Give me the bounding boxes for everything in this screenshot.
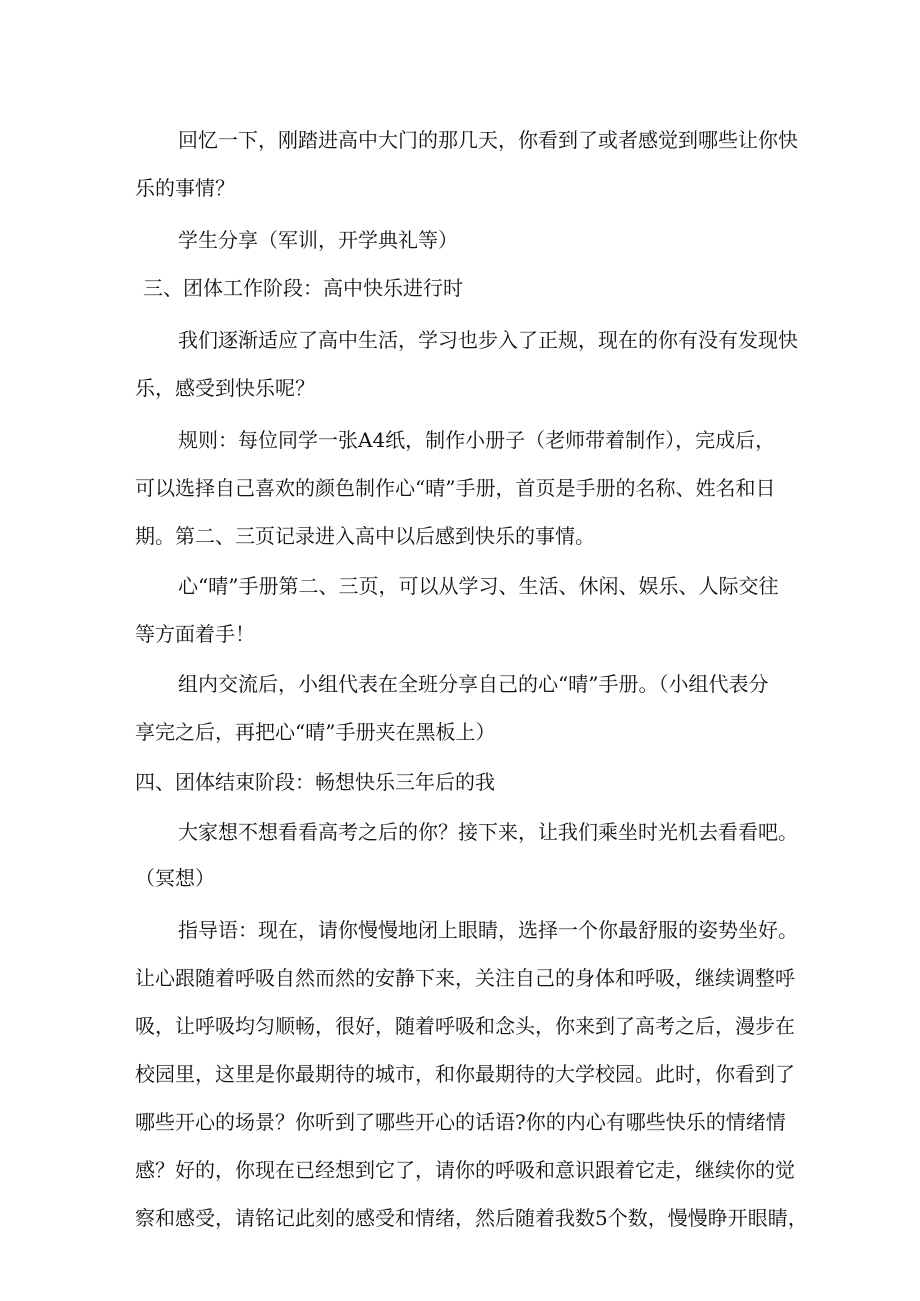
paragraph-line-19: 吸，让呼吸均匀顺畅，很好，随着呼吸和念头，你来到了高考之后，漫步在: [135, 1014, 795, 1038]
paragraph-line-13: 享完之后，再把心“晴”手册夹在黑板上）: [135, 720, 496, 744]
paragraph-line-11: 等方面着手！: [135, 622, 255, 646]
paragraph-line-21: 哪些开心的场景？你听到了哪些开心的话语?你的内心有哪些快乐的情绪情: [135, 1110, 786, 1134]
paragraph-line-17: 指导语：现在，请你慢慢地闭上眼睛，选择一个你最舒服的姿势坐好。: [178, 918, 798, 942]
paragraph-line-8: 可以选择自己喜欢的颜色制作心“晴”手册，首页是手册的名称、姓名和日: [135, 476, 776, 500]
section-heading-4: 四、团体结束阶段：畅想快乐三年后的我: [135, 770, 495, 794]
paragraph-line-18: 让心跟随着呼吸自然而然的安静下来，关注自己的身体和呼吸，继续调整呼: [135, 966, 795, 990]
paragraph-line-15: 大家想不想看看高考之后的你？接下来，让我们乘坐时光机去看看吧。: [178, 820, 798, 844]
paragraph-line-2: 乐的事情？: [135, 176, 235, 200]
paragraph-line-9: 期。第二、三页记录进入高中以后感到快乐的事情。: [135, 524, 595, 548]
paragraph-line-23: 察和感受，请铭记此刻的感受和情绪，然后随着我数5个数，慢慢睁开眼睛，: [135, 1206, 808, 1230]
paragraph-line-1: 回忆一下，刚踏进高中大门的那几天，你看到了或者感觉到哪些让你快: [178, 128, 798, 152]
paragraph-line-7: 规则：每位同学一张A4纸，制作小册子（老师带着制作），完成后，: [178, 428, 776, 452]
paragraph-line-10: 心“晴”手册第二、三页，可以从学习、生活、休闲、娱乐、人际交往: [178, 574, 779, 598]
paragraph-line-5: 我们逐渐适应了高中生活，学习也步入了正规，现在的你有没有发现快: [178, 328, 798, 352]
paragraph-line-16: （冥想）: [135, 866, 215, 890]
paragraph-line-3: 学生分享（军训，开学典礼等）: [178, 228, 458, 252]
section-heading-3: 三、团体工作阶段：高中快乐进行时: [143, 276, 463, 300]
paragraph-line-22: 感？好的，你现在已经想到它了，请你的呼吸和意识跟着它走，继续你的觉: [135, 1158, 795, 1182]
paragraph-line-12: 组内交流后，小组代表在全班分享自己的心“晴”手册。（小组代表分: [178, 672, 769, 696]
paragraph-line-20: 校园里，这里是你最期待的城市，和你最期待的大学校园。此时，你看到了: [135, 1062, 795, 1086]
paragraph-line-6: 乐，感受到快乐呢？: [135, 376, 315, 400]
